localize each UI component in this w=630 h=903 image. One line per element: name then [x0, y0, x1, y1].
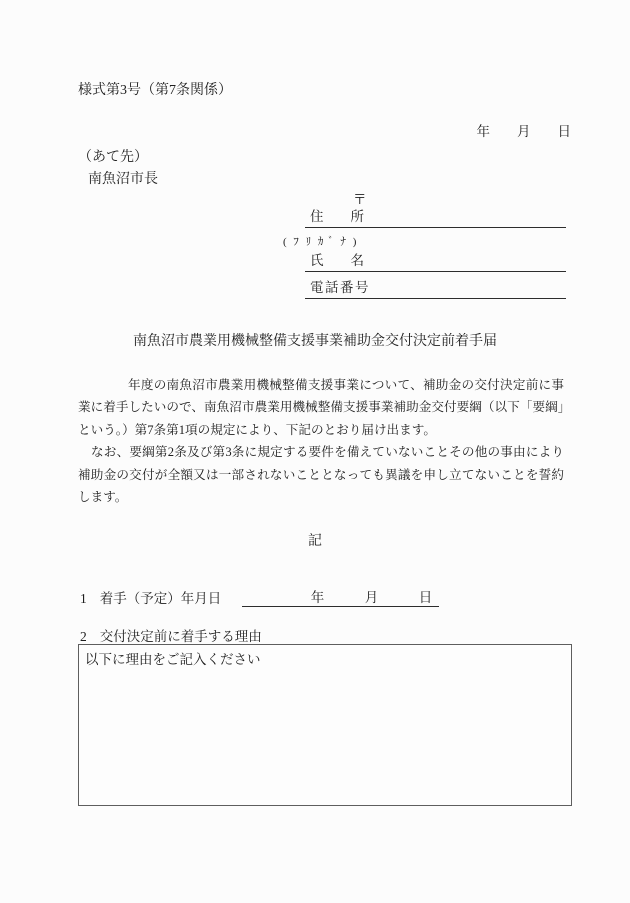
- postal-mark: 〒: [353, 192, 367, 207]
- phone-label: 電話番号: [310, 280, 370, 295]
- name-label: 氏 名: [310, 253, 364, 268]
- item1-date-field[interactable]: 年 月 日: [242, 586, 439, 607]
- document-title: 南魚沼市農業用機械整備支援事業補助金交付決定前着手届: [133, 334, 497, 349]
- body-paragraph-1: 年度の南魚沼市農業用機械整備支援事業について、補助金の交付決定前に事業に着手したいので、南魚沼市農業用機械整備支援事業補助金交付要綱（以下「要綱」という。）第7条第1項の規定により、下記のとおり届け出ます。: [78, 378, 564, 437]
- form-number: 様式第3号（第7条関係）: [78, 83, 232, 98]
- address-label: 住 所: [310, 209, 364, 224]
- body-text: [78, 374, 564, 508]
- furigana-label: ( ﾌ ﾘ ｶ ﾞ ﾅ ): [283, 236, 359, 248]
- reason-input-box[interactable]: [78, 644, 572, 806]
- name-field[interactable]: [305, 249, 566, 272]
- record-mark: 記: [308, 534, 322, 549]
- address-field[interactable]: [305, 205, 566, 228]
- addressee-label: （あて先）: [78, 150, 148, 165]
- item2-number: 2: [80, 629, 87, 644]
- phone-field[interactable]: [305, 276, 566, 299]
- body-paragraph-2: なお、要綱第2条及び第3条に規定する要件を備えていないことその他の事由により補助金の交付が全額又は一部されないこととなっても異議を申し立てないことを誓約します。: [78, 445, 564, 505]
- item1-number: 1: [80, 591, 87, 606]
- item1-line: [80, 586, 439, 607]
- reason-placeholder: 以下に理由をご記入ください: [85, 652, 261, 667]
- addressee-name: 南魚沼市長: [88, 172, 158, 187]
- item1-label: 着手（予定）年月日: [99, 591, 222, 606]
- date-line: 年 月 日: [476, 124, 571, 139]
- item2-heading: [80, 625, 262, 645]
- item2-label: 交付決定前に着手する理由: [99, 629, 262, 644]
